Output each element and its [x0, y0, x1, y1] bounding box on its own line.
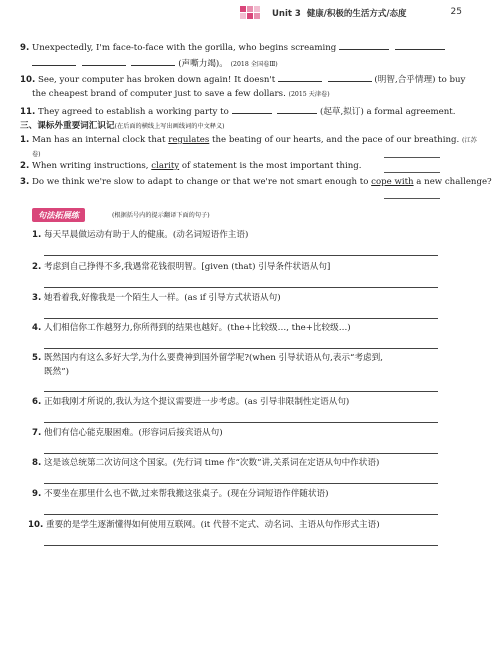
item-text: Do we think we're slow to adapt to change or that we're not smart enough to — [31, 177, 372, 187]
answer-blank[interactable] — [32, 56, 76, 66]
underlined-word: clarity — [151, 161, 180, 171]
translation-item-9 — [32, 488, 328, 501]
item-number: 8. — [32, 458, 42, 468]
item-number: 1. — [20, 135, 30, 145]
item-text: 既然”) — [44, 367, 69, 377]
translation-item-7 — [32, 427, 223, 440]
answer-line[interactable] — [44, 286, 438, 288]
answer-blank[interactable] — [339, 40, 389, 50]
item-text: of statement is the most important thing. — [179, 161, 362, 171]
unit-topic: 健康/积极的生活方式/态度 — [306, 9, 407, 19]
item-number: 4. — [32, 323, 42, 333]
answer-line[interactable] — [44, 482, 438, 484]
source-note: 卷) — [32, 151, 41, 158]
answer-blank[interactable] — [395, 40, 445, 50]
item-number: 6. — [32, 397, 42, 407]
item-text: Man has an internal clock that — [31, 135, 169, 145]
item-number: 7. — [32, 428, 42, 438]
question-number: 10. — [20, 75, 36, 85]
translation-item-8 — [32, 457, 379, 470]
answer-blank[interactable] — [384, 156, 440, 158]
question-11 — [20, 104, 455, 119]
section-note: (根据括号内的提示翻译下面的句子) — [112, 212, 210, 219]
section-note: (在后面的横线上写出画线词的中文释义) — [114, 123, 225, 130]
translation-item-10 — [28, 519, 380, 532]
answer-line[interactable] — [44, 317, 438, 319]
question-text: Unexpectedly, I'm face-to-face with the gorilla, who begins screaming — [31, 43, 337, 53]
item-number: 3. — [32, 293, 42, 303]
answer-blank[interactable] — [82, 56, 126, 66]
question-9 — [20, 40, 445, 55]
item-number: 3. — [20, 177, 30, 187]
unit-title — [272, 7, 406, 19]
item-text: When writing instructions, — [31, 161, 152, 171]
item-text: the beating of our hearts, and the pace of our breathing. — [209, 135, 460, 145]
underlined-word: regulates — [168, 135, 210, 145]
answer-line[interactable] — [44, 544, 438, 546]
translation-item-1 — [32, 229, 248, 242]
item-number: 1. — [32, 230, 42, 240]
translation-item-5 — [32, 352, 383, 365]
section-heading: 三、课标外重要词汇识记 — [20, 121, 115, 131]
item-text: 考虑到自己挣得不多,我遇常花钱很明智。[given (that) 引导条件状语从句] — [43, 262, 331, 272]
decor-squares-icon — [240, 6, 266, 22]
section-badge: 句法拓展练 — [32, 208, 85, 222]
translation-item-4 — [32, 322, 351, 335]
question-10 — [20, 72, 465, 87]
source-note: (2015 天津卷) — [288, 91, 330, 98]
item-number: 10. — [28, 520, 44, 530]
translation-item-6 — [32, 396, 349, 409]
item-number: 9. — [32, 489, 42, 499]
vocab-item-2 — [20, 160, 362, 173]
answer-blank[interactable] — [384, 171, 440, 173]
question-text: the cheapest brand of computer just to save a few dollars. — [32, 89, 286, 99]
answer-blank[interactable] — [232, 104, 272, 114]
vocab-item-1 — [20, 134, 477, 147]
vocab-item-3 — [20, 176, 492, 189]
item-text: 这是该总统第二次访问这个国家。(先行词 time 作“次数”讲,关系词在定语从句中作状语) — [43, 458, 380, 468]
unit-label: Unit 3 — [272, 9, 301, 19]
question-number: 9. — [20, 43, 30, 53]
page-number: 25 — [450, 7, 462, 17]
question-text: (声嘶力竭)。 — [178, 59, 228, 69]
question-text: See, your computer has broken down again! It doesn't — [37, 75, 276, 85]
answer-line[interactable] — [44, 421, 438, 423]
answer-line[interactable] — [44, 390, 438, 392]
item-text: 正如我刚才所说的,我认为这个提议需要进一步考虑。(as 引导非限制性定语从句) — [43, 397, 350, 407]
answer-blank[interactable] — [131, 56, 175, 66]
item-number: 2. — [20, 161, 30, 171]
section-title-vocab — [20, 119, 225, 131]
item-text: a new challenge? — [413, 177, 492, 187]
question-text: (起草,拟订) a formal agreement. — [319, 107, 456, 117]
question-10-cont — [32, 88, 330, 101]
translation-item-3 — [32, 292, 281, 305]
question-text: They agreed to establish a working party to — [37, 107, 229, 117]
item-text: 不要坐在那里什么也不做,过来帮我搬这张桌子。(现在分词短语作伴随状语) — [43, 489, 329, 499]
page-header — [240, 6, 472, 22]
item-number: 5. — [32, 353, 42, 363]
underlined-word: cope with — [371, 177, 414, 187]
answer-blank[interactable] — [278, 72, 322, 82]
item-number: 2. — [32, 262, 42, 272]
item-text: 每天早晨做运动有助于人的健康。(动名词短语作主语) — [43, 230, 249, 240]
source-note: (江苏 — [461, 137, 477, 144]
answer-blank[interactable] — [277, 104, 317, 114]
item-text: 他们有信心能克服困难。(形容词后接宾语从句) — [43, 428, 223, 438]
question-9-cont — [32, 56, 278, 71]
answer-blank[interactable] — [328, 72, 372, 82]
answer-line[interactable] — [44, 452, 438, 454]
answer-line[interactable] — [44, 513, 438, 515]
translation-item-5-cont — [44, 366, 69, 379]
answer-line[interactable] — [44, 254, 438, 256]
answer-line[interactable] — [44, 347, 438, 349]
item-text: 既然国内有这么多好大学,为什么要费神到国外留学呢?(when 引导状语从句,表示“考虑到, — [43, 353, 383, 363]
item-text: 重要的是学生逐渐懂得如何使用互联网。(it 代替不定式、动名词、主语从句作形式主语) — [45, 520, 380, 530]
item-text: 人们相信你工作越努力,你所得到的结果也越好。(the+比较级…, the+比较级…) — [43, 323, 351, 333]
question-number: 11. — [20, 107, 36, 117]
answer-blank[interactable] — [384, 197, 440, 199]
item-text: 她看着我,好像我是一个陌生人一样。(as if 引导方式状语从句) — [43, 293, 281, 303]
translation-item-2 — [32, 261, 330, 274]
question-text: (明智,合乎情理) to buy — [374, 75, 466, 85]
source-note: (2018 全国卷Ⅲ) — [230, 61, 278, 68]
